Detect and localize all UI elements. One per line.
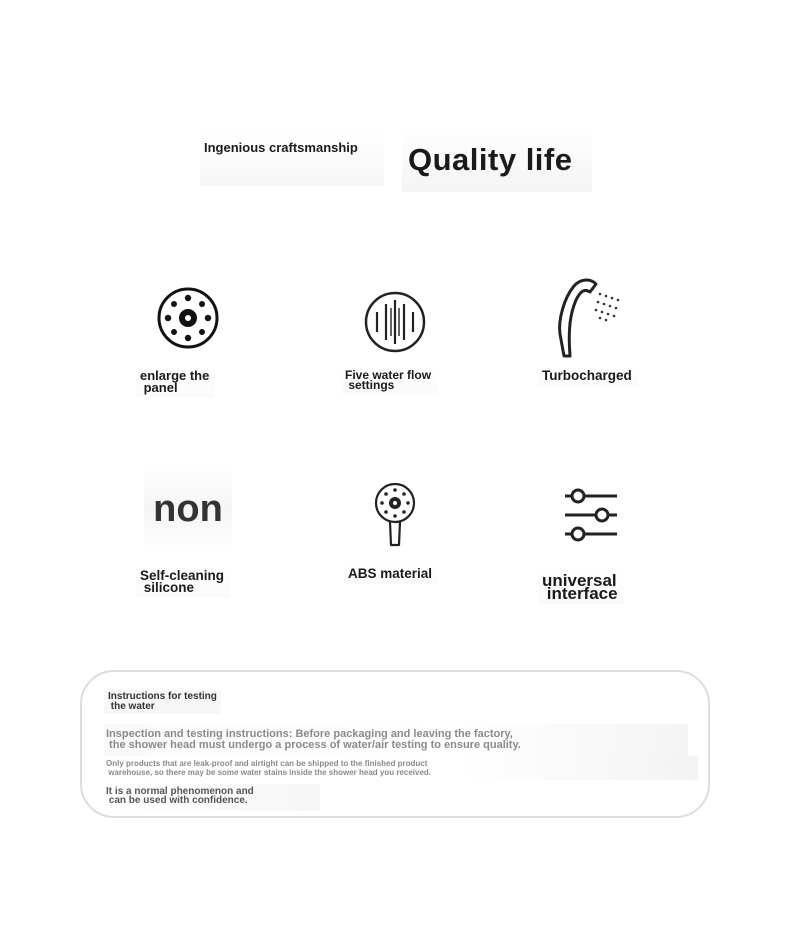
water-flow-icon	[363, 290, 427, 354]
feature-label-silicone: Self-cleaning silicone	[136, 566, 230, 598]
note-title: Instructions for testing the water	[104, 690, 221, 714]
note-closing-text: It is a normal phenomenon and can be used with confidence.	[104, 784, 320, 811]
feature-label-panel: enlarge the panel	[136, 366, 215, 398]
feature-label-turbo: Turbocharged	[538, 366, 638, 386]
headline: Quality life	[402, 128, 592, 192]
shower-panel-icon	[156, 286, 220, 350]
note-main-text: Inspection and testing instructions: Before packaging and leaving the factory, the shower head must undergo a process of water/air testing to ensure quality.	[104, 724, 688, 756]
feature-label-abs: ABS material	[344, 564, 438, 584]
feature-label-flow: Five water flow settings	[341, 366, 437, 394]
shower-head-icon	[372, 482, 418, 548]
shower-spray-icon	[552, 276, 628, 360]
feature-label-interface: universal interface	[538, 570, 624, 604]
note-detail-text: Only products that are leak-proof and airtight can be shipped to the finished product warehouse, so there may be some water stains inside the shower head you received.	[104, 756, 698, 780]
sliders-icon	[562, 486, 620, 544]
non-text-badge: non	[144, 462, 232, 556]
tagline: Ingenious craftsmanship	[200, 130, 384, 186]
